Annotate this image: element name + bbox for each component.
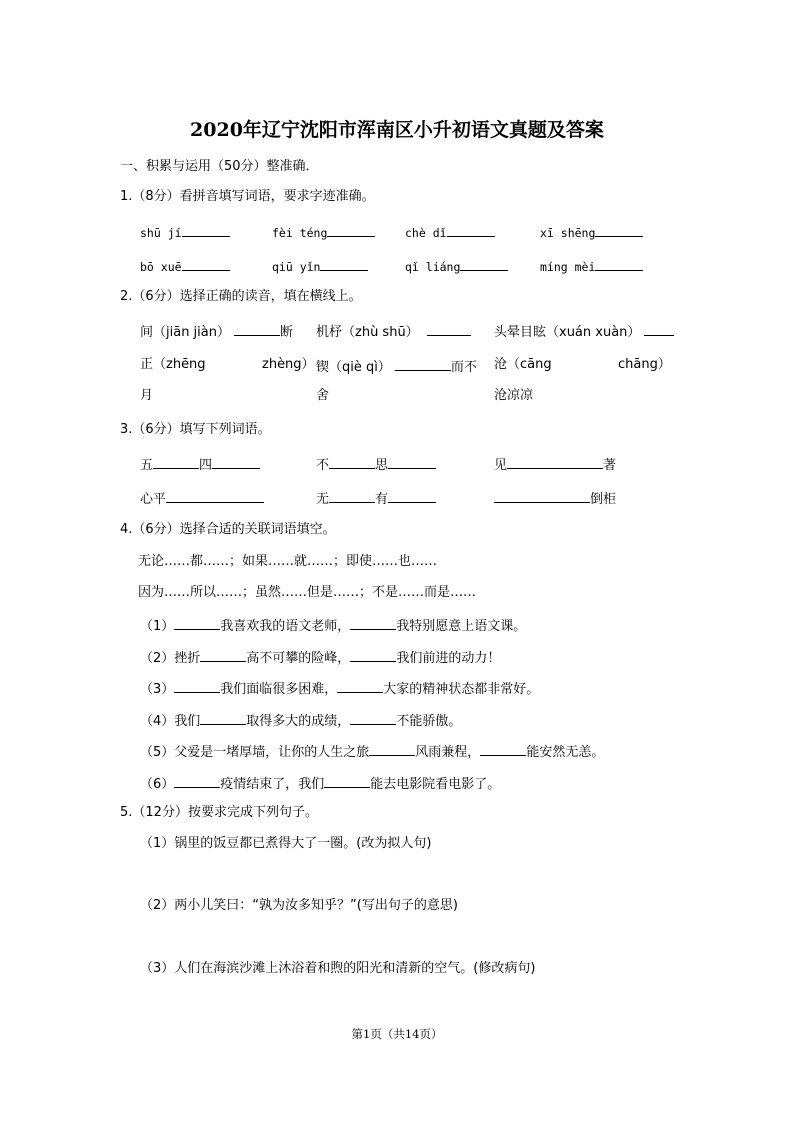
reading-text: 舍 — [316, 388, 330, 403]
word-item — [316, 488, 436, 509]
word-item — [140, 454, 260, 475]
sentence-text: 能去电影院看电影了。 — [370, 777, 501, 792]
fill-sentence — [140, 773, 500, 794]
word-text: 四 — [199, 458, 213, 473]
answer-blank[interactable] — [327, 222, 375, 237]
word-text: 著 — [603, 458, 617, 473]
answer-blank[interactable] — [324, 773, 370, 788]
word-item — [316, 454, 436, 475]
word-text: 倒柜 — [590, 492, 617, 507]
answer-blank[interactable] — [388, 488, 436, 503]
pinyin-text: qiū yǐn — [272, 260, 321, 274]
reading-text: chāng） — [618, 357, 671, 372]
pinyin-item — [272, 222, 375, 242]
answer-blank[interactable] — [182, 256, 230, 271]
sentence-text: 风雨兼程， — [415, 745, 481, 760]
reading-item — [494, 321, 674, 342]
answer-blank[interactable] — [200, 647, 246, 662]
word-text: 五 — [140, 458, 154, 473]
answer-blank[interactable] — [480, 741, 526, 756]
reading-item — [316, 321, 471, 342]
page-footer: 第1页（共14页） — [351, 1027, 443, 1041]
word-text: 见 — [494, 458, 508, 473]
answer-blank[interactable] — [182, 222, 230, 237]
answer-blank[interactable] — [395, 356, 451, 371]
answer-blank[interactable] — [350, 710, 396, 725]
answer-blank[interactable] — [388, 454, 436, 469]
answer-blank[interactable] — [595, 256, 643, 271]
answer-blank[interactable] — [507, 454, 603, 469]
sentence-text: 挫折 — [174, 651, 201, 666]
item-number: （3） — [140, 682, 175, 697]
page-title: 2020年辽宁沈阳市浑南区小升初语文真题及答案 — [190, 119, 604, 141]
answer-blank[interactable] — [595, 222, 643, 237]
word-text: 无 — [316, 492, 330, 507]
answer-blank[interactable] — [174, 615, 220, 630]
pinyin-text: míng mèi — [540, 260, 596, 274]
question-3-header: 3.（6分）填写下列词语。 — [120, 422, 271, 437]
pinyin-item — [272, 256, 368, 276]
answer-blank[interactable] — [153, 454, 199, 469]
reading-text: 而不 — [450, 360, 477, 375]
question-2-header: 2.（6分）选择正确的读音，填在横线上。 — [120, 289, 362, 304]
word-item — [140, 488, 264, 509]
answer-blank[interactable] — [337, 678, 383, 693]
word-text: 不 — [316, 458, 330, 473]
sentence-text: 我特别愿意上语文课。 — [396, 619, 527, 634]
fill-sentence — [140, 678, 539, 699]
answer-blank[interactable] — [494, 488, 590, 503]
word-text: 有 — [375, 492, 389, 507]
item-number: （1） — [140, 619, 175, 634]
question-4-header: 4.（6分）选择合适的关联词语填空。 — [120, 522, 336, 537]
fill-sentence — [140, 710, 461, 731]
reading-item — [316, 356, 477, 377]
word-item — [494, 454, 616, 475]
answer-blank[interactable] — [369, 741, 415, 756]
sentence-text: 我喜欢我的语文老师， — [220, 619, 351, 634]
sentence-text: 我们前进的动力！ — [396, 651, 501, 666]
pinyin-item — [140, 222, 230, 242]
answer-blank[interactable] — [212, 454, 260, 469]
reading-text: 头晕目眩（xuán xuàn） — [494, 325, 641, 340]
answer-blank[interactable] — [460, 256, 508, 271]
reading-text: 沧凉凉 — [494, 388, 534, 403]
pinyin-text: chè dǐ — [405, 226, 447, 240]
answer-blank[interactable] — [320, 256, 368, 271]
fill-sentence — [140, 741, 604, 762]
sentence-task: （3）人们在海滨沙滩上沐浴着和煦的阳光和清新的空气。(修改病句) — [140, 961, 536, 976]
reading-text: zhèng） — [262, 357, 315, 372]
word-text: 思 — [375, 458, 389, 473]
answer-blank[interactable] — [329, 454, 375, 469]
pinyin-item — [405, 256, 508, 276]
sentence-text: 父爱是一堵厚墙，让你的人生之旅 — [174, 745, 370, 760]
reading-text: 锲（qiè qì） — [316, 360, 391, 375]
answer-blank[interactable] — [234, 321, 280, 336]
sentence-text: 取得多大的成绩， — [246, 714, 351, 729]
pinyin-text: bō xuē — [140, 260, 182, 274]
sentence-text: 不能骄傲。 — [396, 714, 462, 729]
sentence-task: （2）两小儿笑曰：“孰为汝多知乎？”(写出句子的意思) — [140, 898, 458, 913]
option-list: 因为……所以……；虽然……但是……；不是……而是…… — [138, 585, 477, 600]
pinyin-item — [140, 256, 230, 276]
pinyin-item — [540, 222, 643, 242]
answer-blank[interactable] — [350, 615, 396, 630]
option-list: 无论……都……；如果……就……；即使……也…… — [138, 554, 438, 569]
question-5-header: 5.（12分）按要求完成下列句子。 — [120, 805, 318, 820]
sentence-task: （1）锅里的饭豆都已煮得大了一圈。(改为拟人句) — [140, 836, 432, 851]
reading-text: 沧（cāng — [494, 357, 552, 372]
answer-blank[interactable] — [329, 488, 375, 503]
fill-sentence — [140, 647, 500, 668]
answer-blank[interactable] — [174, 773, 220, 788]
item-number: （5） — [140, 745, 175, 760]
answer-blank[interactable] — [200, 710, 246, 725]
answer-blank[interactable] — [350, 647, 396, 662]
pinyin-text: shū jí — [140, 226, 182, 240]
sentence-text: 我们面临很多困难， — [220, 682, 338, 697]
fill-sentence — [140, 615, 526, 636]
pinyin-item — [405, 222, 495, 242]
item-number: （2） — [140, 651, 175, 666]
sentence-text: 大家的精神状态都非常好。 — [383, 682, 540, 697]
item-number: （4） — [140, 714, 175, 729]
reading-text: 断 — [280, 325, 294, 340]
sentence-text: 能安然无恙。 — [526, 745, 605, 760]
pinyin-item — [540, 256, 643, 276]
question-1-header: 1.（8分）看拼音填写词语，要求字迹准确。 — [120, 189, 375, 204]
answer-blank[interactable] — [447, 222, 495, 237]
reading-text: 正（zhēng — [140, 357, 206, 372]
word-text: 心平 — [140, 492, 167, 507]
sentence-text: 疫情结束了，我们 — [220, 777, 325, 792]
section-heading: 一、积累与运用（50分）整准确． — [120, 159, 319, 174]
word-item — [494, 488, 616, 509]
reading-text: 机杼（zhù shū） — [316, 325, 419, 340]
pinyin-text: qǐ liáng — [405, 260, 461, 274]
reading-text: 间（jiān jiàn） — [140, 325, 230, 340]
item-number: （6） — [140, 777, 175, 792]
pinyin-text: fèi téng — [272, 226, 328, 240]
sentence-text: 高不可攀的险峰， — [246, 651, 351, 666]
reading-text: 月 — [140, 388, 154, 403]
sentence-text: 我们 — [174, 714, 201, 729]
answer-blank[interactable] — [166, 488, 264, 503]
answer-blank[interactable] — [174, 678, 220, 693]
pinyin-text: xī shēng — [540, 226, 596, 240]
reading-item — [140, 321, 293, 342]
answer-blank[interactable] — [644, 321, 674, 336]
answer-blank[interactable] — [427, 321, 471, 336]
